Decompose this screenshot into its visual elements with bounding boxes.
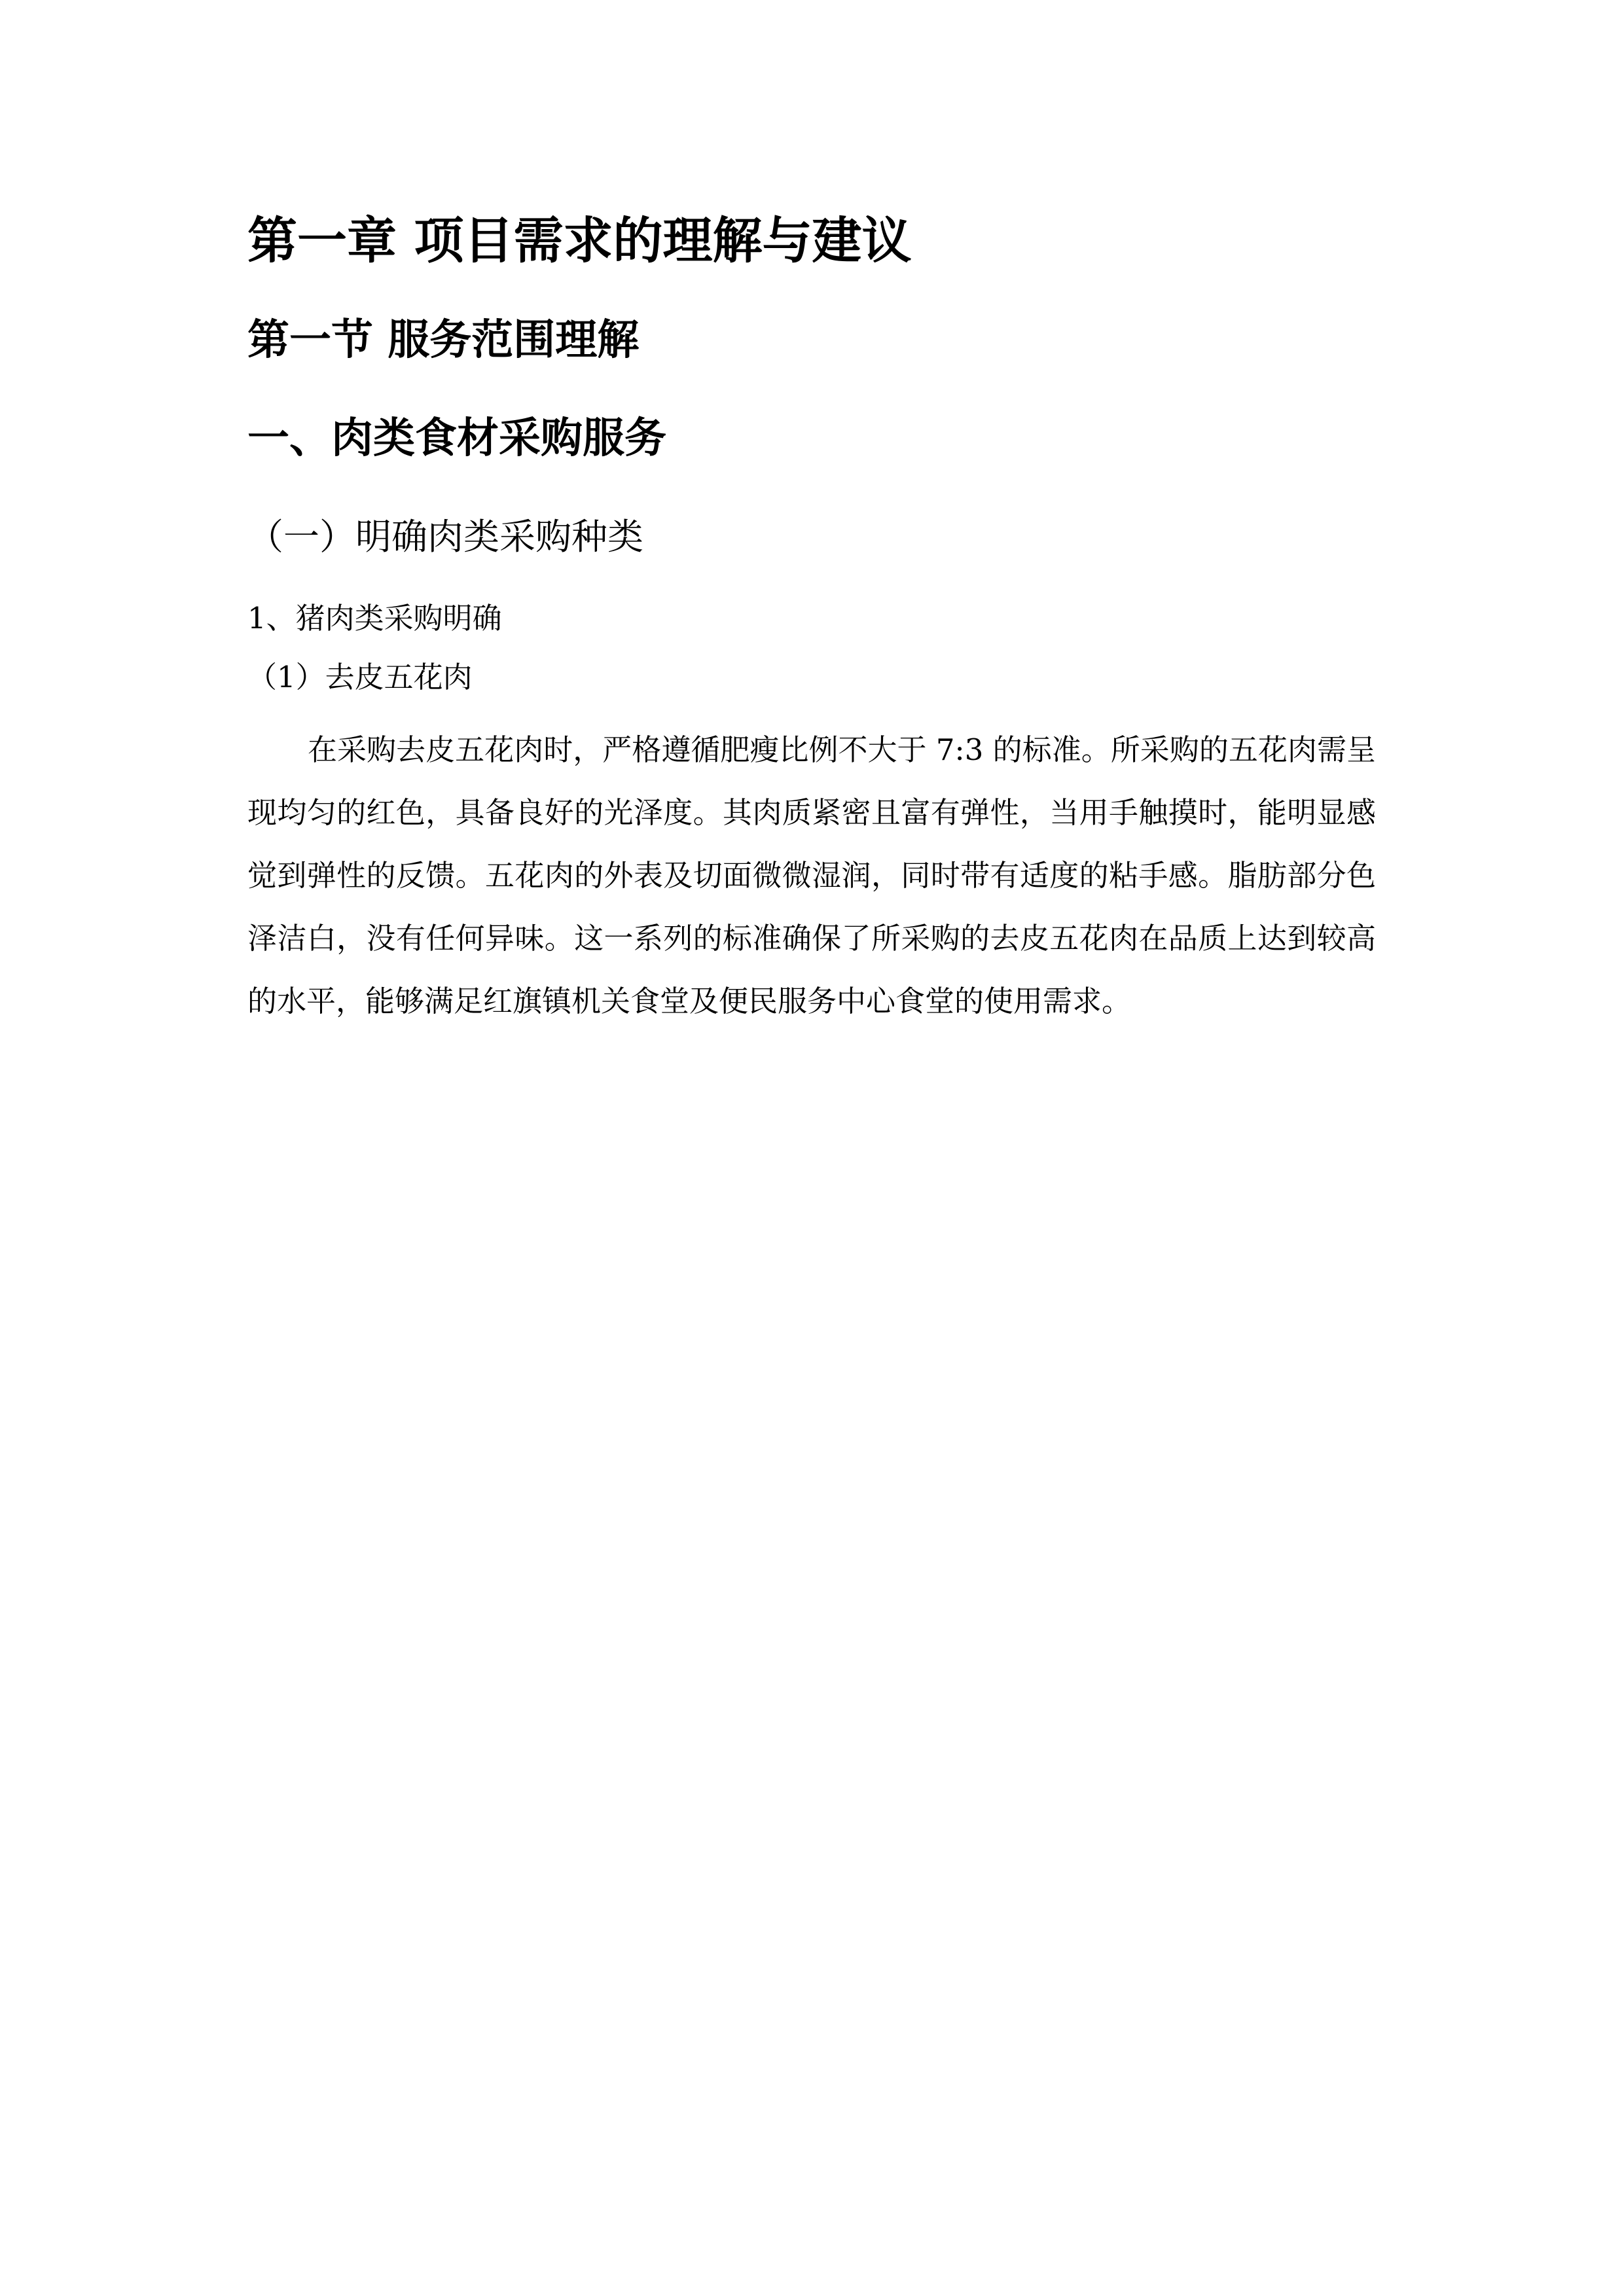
subsubsection-title: （一）明确肉类采购种类 bbox=[247, 516, 644, 558]
chapter-title: 第一章 项目需求的理解与建议 bbox=[247, 211, 912, 270]
section-title: 第一节 服务范围理解 bbox=[247, 316, 640, 365]
body-paragraph: 在采购去皮五花肉时，严格遵循肥瘦比例不大于 7:3 的标准。所采购的五花肉需呈现均匀的红色，具备良好的光泽度。其肉质紧密且富有弹性，当用手触摸时，能明显感觉到弹性的反馈。五花肉的外表及切面微微湿润，同时带有适度的粘手感。脂肪部分色泽洁白，没有任何异味。这一系列的标准确保了所采购的去皮五花肉在品质上达到较高的水平，能够满足红旗镇机关食堂及便民服务中心食堂的使用需求。 bbox=[247, 732, 1376, 1018]
subsection-title: 一、肉类食材采购服务 bbox=[247, 414, 666, 463]
subitem-title: （1）去皮五花肉 bbox=[247, 660, 473, 694]
item-title: 1、猪肉类采购明确 bbox=[247, 601, 502, 636]
